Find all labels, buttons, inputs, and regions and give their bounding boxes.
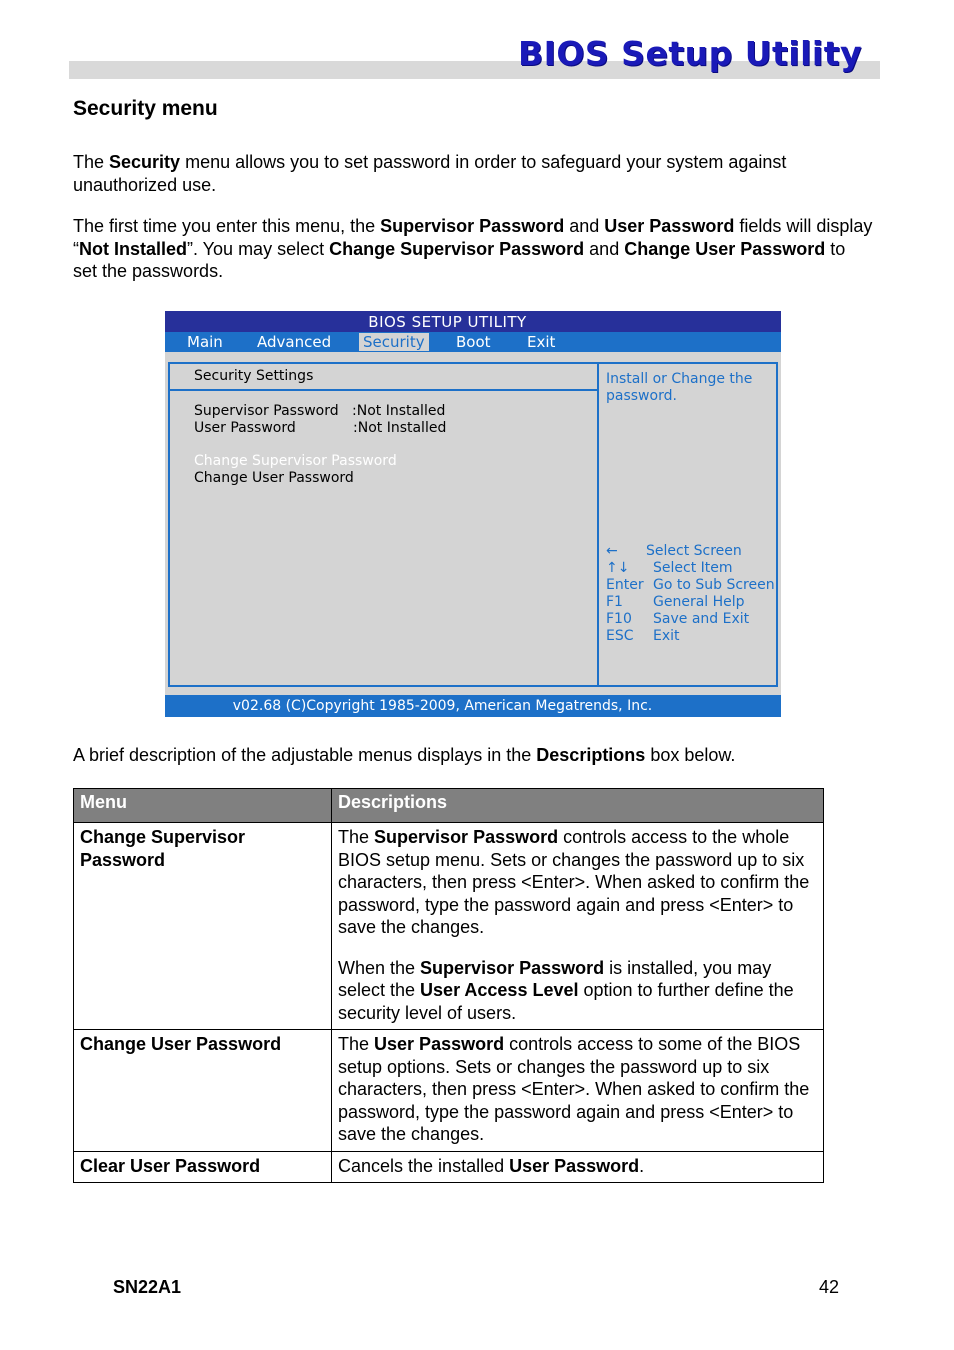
tab-security[interactable]: Security <box>359 333 429 351</box>
key-esc: ESC <box>606 628 634 644</box>
menu-cell: Change User Password <box>74 1030 332 1152</box>
key-action-go-to-sub-screen: Go to Sub Screen <box>653 577 775 593</box>
footer-model: SN22A1 <box>113 1277 182 1297</box>
bios-menu-bar <box>165 332 781 352</box>
tab-exit[interactable]: Exit <box>527 333 556 351</box>
key-action-general-help: General Help <box>653 594 745 610</box>
descriptions-table <box>73 788 824 1183</box>
user-password-value: :Not Installed <box>353 420 447 436</box>
header-menu: Menu <box>74 789 332 823</box>
menu-cell: Clear User Password <box>74 1151 332 1183</box>
page-number: 42 <box>819 1277 840 1297</box>
section-title: Security menu <box>73 97 218 120</box>
tab-main[interactable]: Main <box>187 333 223 351</box>
bios-panel-title: Security Settings <box>194 368 314 384</box>
description-paragraph: The Supervisor Password controls access to the whole BIOS setup menu. Sets or changes the password up to six characters, then press <Enter>. When asked to confirm the password, type the password again and press <Enter> to save the changes. <box>338 827 810 937</box>
left-arrow-icon: ← <box>606 543 618 559</box>
description-cell <box>332 1030 824 1152</box>
key-action-select-item: Select Item <box>653 560 733 576</box>
change-user-password-option[interactable]: Change User Password <box>194 470 354 486</box>
supervisor-password-value: :Not Installed <box>352 403 446 419</box>
key-action-save-and-exit: Save and Exit <box>653 611 750 627</box>
intro-paragraph-2: The first time you enter this menu, the Supervisor Password and User Password fields will display “Not Installed”. You may select Change Supervisor Password and Change User Password to set the passwords. <box>73 216 873 281</box>
description-paragraph: Cancels the installed User Password. <box>338 1155 645 1176</box>
supervisor-password-label: Supervisor Password <box>194 403 339 419</box>
bios-status-bar <box>165 695 781 717</box>
bios-screenshot <box>165 311 781 717</box>
bios-help-text: Install or Change the password. <box>606 371 753 404</box>
user-password-label: User Password <box>194 420 296 436</box>
table-header-row <box>74 789 824 823</box>
key-f1: F1 <box>606 594 623 610</box>
description-cell <box>332 1151 824 1183</box>
descriptions-intro: A brief description of the adjustable menus displays in the Descriptions box below. <box>73 745 736 765</box>
bios-title-bar <box>165 311 781 332</box>
description-paragraph: When the Supervisor Password is installed, you may select the User Access Level option to further define the security level of users. <box>338 957 794 1023</box>
description-paragraph: The User Password controls access to some of the BIOS setup options. Sets or changes the password up to six characters, then press <Enter>. When asked to confirm the password, type the password again and press <Enter> to save the changes. <box>338 1034 810 1144</box>
bios-panel-divider <box>170 389 597 391</box>
table-row <box>74 1151 824 1183</box>
up-down-arrow-icon: ↑↓ <box>606 560 630 576</box>
table-row <box>74 823 824 1030</box>
header-descriptions: Descriptions <box>332 789 824 823</box>
key-action-select-screen: Select Screen <box>646 543 742 559</box>
key-action-exit: Exit <box>653 628 680 644</box>
description-cell <box>332 823 824 1030</box>
key-enter: Enter <box>606 577 644 593</box>
intro-paragraph-1: The Security menu allows you to set password in order to safeguard your system against unauthorized use. <box>73 152 787 195</box>
tab-boot[interactable]: Boot <box>456 333 491 351</box>
tab-advanced[interactable]: Advanced <box>257 333 332 351</box>
table-row <box>74 1030 824 1152</box>
bios-copyright: v02.68 (C)Copyright 1985-2009, American Megatrends, Inc. <box>232 698 653 714</box>
menu-cell: Change Supervisor Password <box>74 823 332 1030</box>
key-f10: F10 <box>606 611 632 627</box>
header-title: BIOS Setup Utility <box>517 34 862 73</box>
change-supervisor-password-option[interactable]: Change Supervisor Password <box>194 453 397 469</box>
bios-title: BIOS SETUP UTILITY <box>368 313 527 331</box>
